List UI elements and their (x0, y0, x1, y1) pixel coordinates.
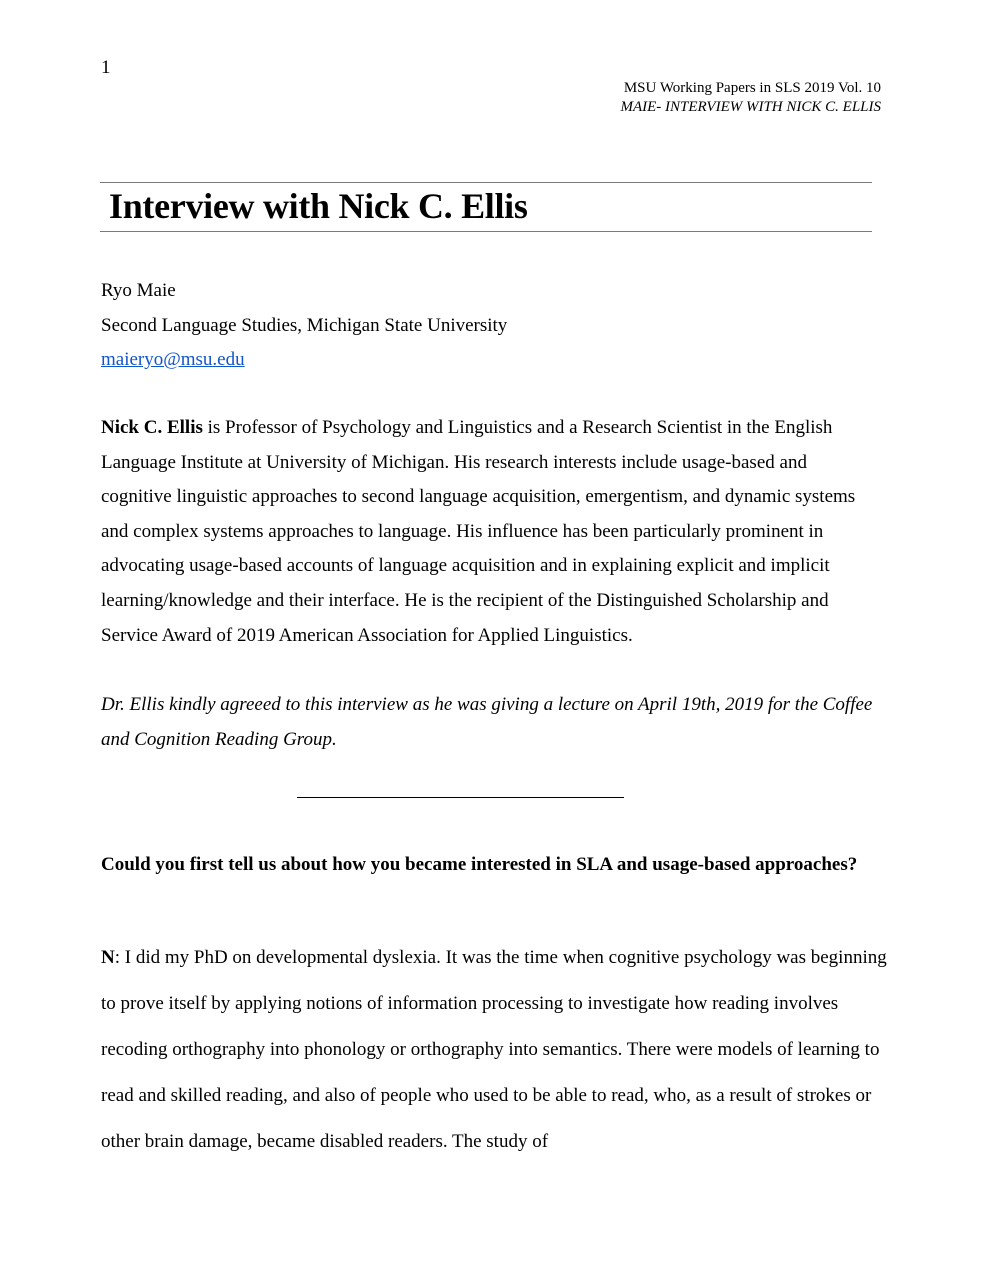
running-head-journal: MSU Working Papers in SLS 2019 Vol. 10 (623, 80, 881, 96)
answer-text: : I did my PhD on developmental dyslexia. It was the time when cognitive psychology was beginning to prove itself by applying notions of information processing to investigate how reading involves recoding orthography into phonology or orthography into semantics. There were models of learning to read and skilled reading, and also of people who used to be able to read, who, as a result of strokes or other brain damage, became disabled readers. The study of (101, 947, 887, 1152)
bio-paragraph (101, 411, 881, 653)
intro-note: Dr. Ellis kindly agreeed to this interview as he was giving a lecture on April 19th, 2019 for the Coffee and Cognition Reading Group. (101, 694, 873, 750)
bio-text: is Professor of Psychology and Linguistics and a Research Scientist in the English Language Institute at University of Michigan. His research interests include usage-based and cognitive linguistic approaches to second language acquisition, emergentism, and dynamic systems and complex systems approaches to language. His influence has been particularly prominent in advocating usage-based accounts of language acquisition and in explaining explicit and implicit learning/knowledge and their interface. He is the recipient of the Distinguished Scholarship and Service Award of 2019 American Association for Applied Linguistics. (101, 417, 856, 646)
page-number: 1 (101, 57, 111, 78)
author-email-link[interactable]: maieryo@msu.edu (101, 349, 245, 370)
author-name: Ryo Maie (101, 280, 176, 301)
running-head-short-title: MAIE- INTERVIEW WITH NICK C. ELLIS (620, 99, 881, 115)
author-block (101, 274, 507, 378)
bio-subject-name: Nick C. Ellis (101, 417, 203, 438)
author-affiliation: Second Language Studies, Michigan State University (101, 314, 508, 336)
title-bottom-rule (100, 231, 872, 232)
running-head (620, 79, 881, 117)
article-title: Interview with Nick C. Ellis (109, 186, 528, 226)
interview-answer (101, 935, 891, 1165)
answer-speaker: N (101, 947, 115, 968)
section-separator (297, 797, 624, 798)
interview-question: Could you first tell us about how you became interested in SLA and usage-based approaches? (101, 854, 858, 875)
